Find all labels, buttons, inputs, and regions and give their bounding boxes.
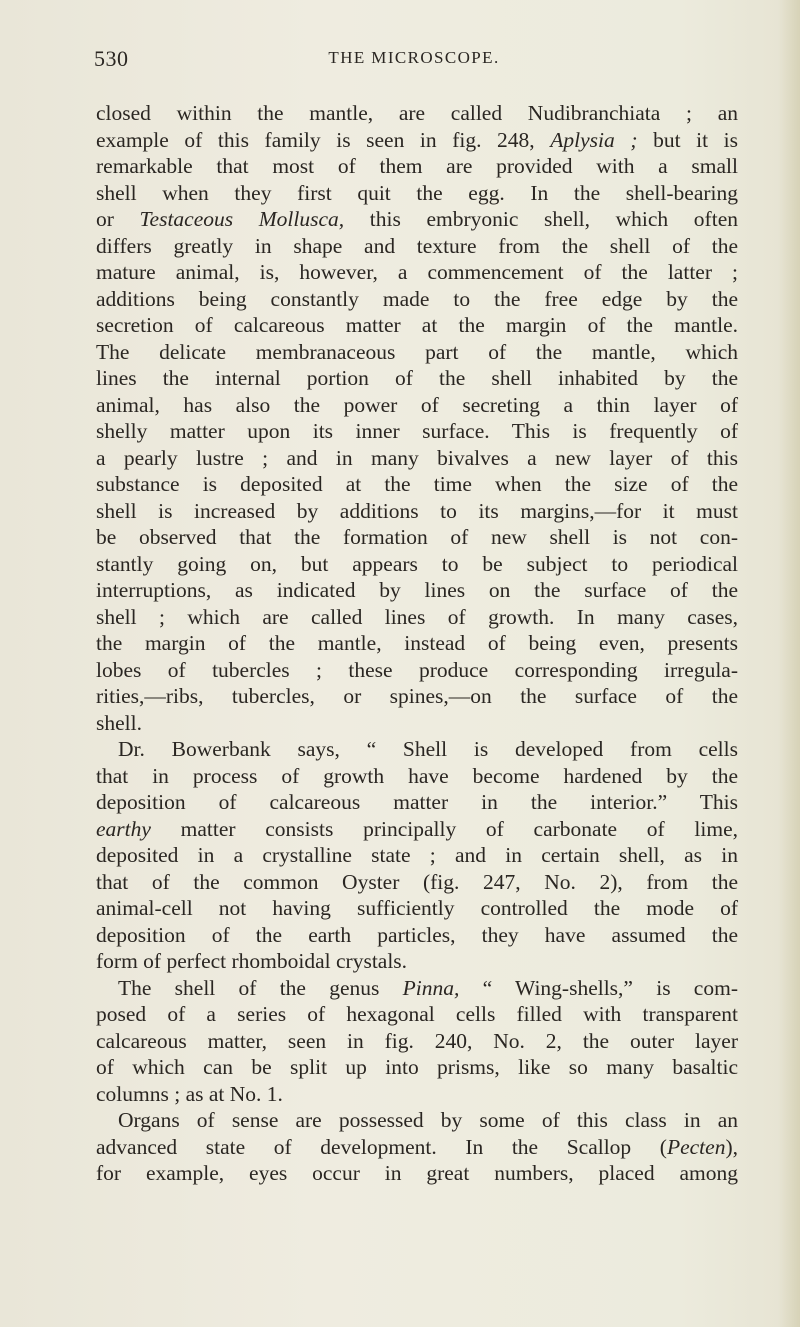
text-run: or (96, 207, 140, 231)
text-run: closed within the mantle, are called Nudibranchiata ; an (96, 101, 738, 125)
text-run: shell is increased by additions to its margins,—for it must (96, 498, 738, 523)
text-run: form of perfect rhomboidal crystals. (96, 949, 408, 973)
text-run: a pearly lustre ; and in many bivalves a new layer of this (96, 445, 738, 470)
text-line (96, 551, 738, 578)
text-run: example of this family is seen in fig. 248, (96, 127, 551, 152)
text-run: but it is (637, 127, 738, 152)
text-line (96, 392, 738, 419)
text-line (96, 180, 738, 207)
page-header (94, 46, 734, 76)
text-line (96, 445, 738, 472)
text-line (96, 710, 738, 737)
text-line (96, 922, 738, 949)
running-title: THE MICROSCOPE. (328, 48, 500, 67)
text-line (96, 895, 738, 922)
text-line (96, 1081, 738, 1108)
text-run: the margin of the mantle, instead of being even, presents (96, 631, 738, 655)
text-run: mature animal, is, however, a commencement of the latter ; (96, 260, 738, 284)
body-text (96, 100, 738, 1187)
text-run: of which can be split up into prisms, like so many basaltic (96, 1055, 738, 1079)
page-number: 530 (94, 46, 129, 71)
text-run: Organs of sense are possessed by some of this class in an (118, 1108, 738, 1132)
text-run: this embryonic shell, which often (344, 207, 738, 231)
text-run: secretion of calcareous matter at the margin of the mantle. (96, 313, 738, 337)
text-line (96, 630, 738, 657)
text-line (96, 1134, 738, 1161)
text-run: substance is deposited at the time when the size of the (96, 472, 738, 496)
text-line (96, 1001, 738, 1028)
italic-text: Testaceous Mollusca, (139, 207, 345, 231)
text-line (96, 524, 738, 551)
text-line (96, 259, 738, 286)
text-run: lines the internal portion of the shell inhabited by the (96, 366, 738, 390)
text-line (96, 948, 738, 975)
text-run: lobes of tubercles ; these produce corresponding irregula- (96, 657, 738, 682)
text-run: shell ; which are called lines of growth. In many cases, (96, 604, 738, 629)
text-run: ), (725, 1134, 738, 1159)
text-line (96, 100, 738, 127)
text-run: be observed that the formation of new shell is not con- (96, 525, 738, 549)
text-line (96, 206, 738, 233)
text-run: differs greatly in shape and texture from the shell of the (96, 233, 738, 258)
text-line (96, 365, 738, 392)
text-line (96, 975, 738, 1002)
text-line (96, 736, 738, 763)
text-run: The shell of the genus (118, 975, 403, 1000)
text-line (96, 1160, 738, 1187)
italic-text: Aplysia ; (550, 127, 638, 152)
text-run: The delicate membranaceous part of the mantle, which (96, 339, 738, 364)
text-run: shell when they first quit the egg. In the shell-bearing (96, 180, 738, 205)
text-run: remarkable that most of them are provided with a small (96, 154, 738, 178)
italic-text: Pecten (666, 1134, 726, 1159)
text-line (96, 683, 738, 710)
text-run: shell. (96, 710, 142, 735)
text-line (96, 286, 738, 313)
text-line (96, 1107, 738, 1134)
text-run: calcareous matter, seen in fig. 240, No. 2, the outer layer (96, 1028, 738, 1053)
text-line (96, 153, 738, 180)
text-run: “ Wing-shells,” is com- (459, 975, 738, 1000)
text-line (96, 498, 738, 525)
text-line (96, 869, 738, 896)
text-run: deposition of the earth particles, they have assumed the (96, 922, 738, 947)
text-line (96, 657, 738, 684)
text-line (96, 604, 738, 631)
text-run: deposition of calcareous matter in the interior.” This (96, 790, 738, 814)
text-run: posed of a series of hexagonal cells filled with transparent (96, 1002, 738, 1026)
text-run: Dr. Bowerbank says, “ Shell is developed from cells (118, 737, 738, 761)
text-run: that of the common Oyster (fig. 247, No. 2), from the (96, 869, 738, 894)
italic-text: earthy (96, 816, 151, 841)
text-line (96, 339, 738, 366)
text-line (96, 233, 738, 260)
text-run: advanced state of development. In the Scallop ( (96, 1134, 667, 1159)
text-line (96, 763, 738, 790)
text-run: shelly matter upon its inner surface. This is frequently of (96, 419, 738, 443)
text-line (96, 127, 738, 154)
text-run: animal-cell not having sufficiently controlled the mode of (96, 896, 738, 920)
text-line (96, 1028, 738, 1055)
text-line (96, 816, 738, 843)
text-run: rities,—ribs, tubercles, or spines,—on the surface of the (96, 684, 738, 708)
text-line (96, 312, 738, 339)
text-run: additions being constantly made to the free edge by the (96, 286, 738, 311)
text-run: for example, eyes occur in great numbers, placed among (96, 1161, 738, 1185)
page-edge-shadow (778, 0, 800, 1327)
text-line (96, 789, 738, 816)
text-run: matter consists principally of carbonate of lime, (150, 816, 738, 841)
text-line (96, 418, 738, 445)
text-line (96, 577, 738, 604)
text-run: that in process of growth have become hardened by the (96, 763, 738, 788)
text-line (96, 471, 738, 498)
text-run: interruptions, as indicated by lines on the surface of the (96, 578, 738, 602)
text-line (96, 842, 738, 869)
italic-text: Pinna, (402, 975, 460, 1000)
text-run: stantly going on, but appears to be subject to periodical (96, 551, 738, 576)
text-line (96, 1054, 738, 1081)
text-run: deposited in a crystalline state ; and in certain shell, as in (96, 843, 738, 867)
text-run: columns ; as at No. 1. (96, 1081, 283, 1106)
text-run: animal, has also the power of secreting a thin layer of (96, 392, 738, 417)
